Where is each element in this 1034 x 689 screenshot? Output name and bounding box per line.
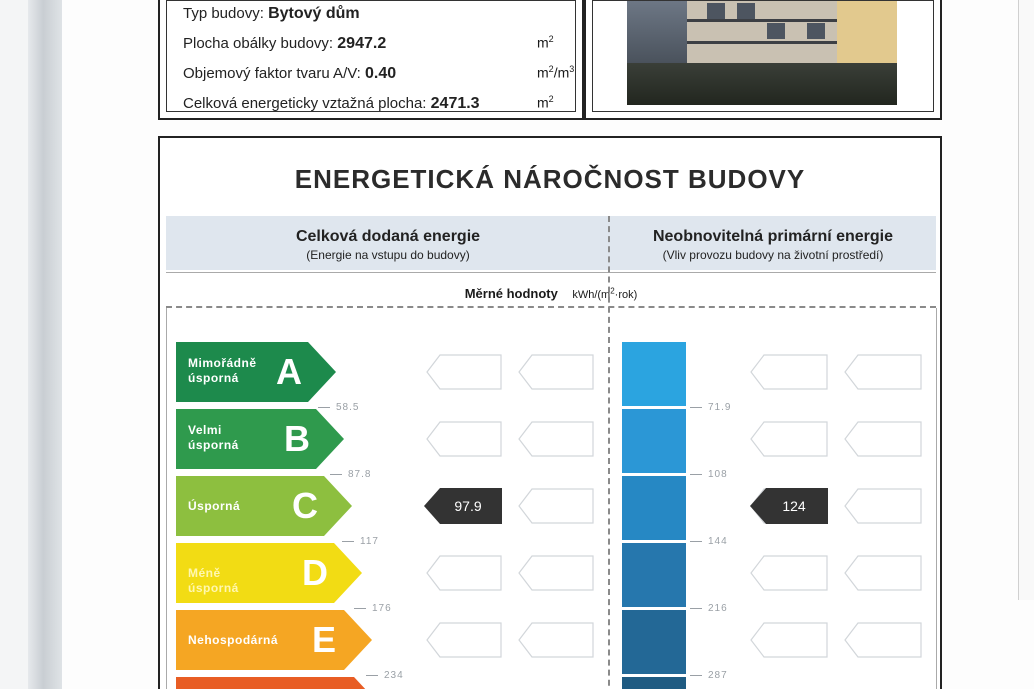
building-type-value: Bytový dům <box>268 5 360 22</box>
class-letter: A <box>276 351 302 392</box>
envelope-value: 2947.2 <box>337 35 387 52</box>
column-separator <box>608 216 610 689</box>
specific-values-row <box>166 272 936 308</box>
specific-values-label: Měrné hodnoty <box>464 286 558 301</box>
energy-performance-panel <box>158 136 942 689</box>
scan-shadow <box>28 0 62 689</box>
class-name: Mimořádně úsporná <box>188 356 257 385</box>
primary-energy-subtitle: (Vliv provozu budovy na životní prostředí) <box>662 248 884 262</box>
primary-energy-bar-segment <box>622 342 686 406</box>
primary-energy-marker-value: 124 <box>782 498 806 514</box>
primary-energy-bar-segment <box>622 409 686 473</box>
empty-marker-slot <box>750 354 828 390</box>
envelope-row <box>183 35 386 53</box>
class-letter: B <box>284 418 310 459</box>
envelope-label: Plocha obálky budovy: <box>183 35 334 52</box>
building-info-inner <box>166 0 576 112</box>
building-photo <box>627 1 897 105</box>
specific-values-unit: kWh/(m2·rok) <box>572 286 638 301</box>
empty-marker-slot <box>750 622 828 658</box>
empty-marker-slot <box>844 488 922 524</box>
empty-marker-slot <box>844 622 922 658</box>
primary-energy-bar-segment <box>622 610 686 674</box>
primary-energy-marker <box>750 488 828 524</box>
class-letter: D <box>302 552 328 593</box>
building-info-box <box>158 0 584 120</box>
area-unit: $m^2$ <box>537 94 554 111</box>
primary-energy-header <box>610 216 936 270</box>
class-arrow-tip <box>316 409 344 469</box>
shape-unit: $m^2/m^3$ <box>537 64 575 81</box>
empty-marker-slot <box>518 488 594 524</box>
primary-energy-threshold: 216 <box>690 603 728 614</box>
class-letter: C <box>292 485 318 526</box>
area-label: Celková energeticky vztažná plocha: <box>183 95 427 112</box>
empty-marker-slot <box>426 622 502 658</box>
primary-energy-threshold: 287 <box>690 670 728 681</box>
area-row <box>183 95 480 113</box>
class-name: Méně úsporná <box>188 566 239 595</box>
delivered-energy-subtitle: (Energie na vstupu do budovy) <box>306 248 470 262</box>
area-value: 2471.3 <box>430 95 480 112</box>
building-type-row <box>183 5 360 23</box>
class-arrow-tip <box>344 610 372 670</box>
page-edge <box>1018 0 1034 600</box>
empty-marker-slot <box>426 555 502 591</box>
delivered-energy-marker-value: 97.9 <box>454 498 482 514</box>
class-arrow-body <box>176 677 354 689</box>
shape-label: Objemový faktor tvaru A/V: <box>183 65 361 82</box>
empty-marker-slot <box>844 354 922 390</box>
shape-value: 0.40 <box>365 65 397 82</box>
delivered-energy-threshold: 234 <box>366 670 404 681</box>
empty-marker-slot <box>750 421 828 457</box>
class-arrow-tip <box>324 476 352 536</box>
class-letter: E <box>312 619 337 660</box>
primary-energy-bar-segment <box>622 476 686 540</box>
panel-title: ENERGETICKÁ NÁROČNOST BUDOVY <box>294 164 806 194</box>
primary-energy-bar-segment <box>622 677 686 689</box>
empty-marker-slot <box>426 421 502 457</box>
delivered-energy-title: Celková dodaná energie <box>295 228 481 245</box>
primary-energy-bar-segment <box>622 543 686 607</box>
class-arrow-tip <box>334 543 362 603</box>
shape-row <box>183 65 396 83</box>
empty-marker-slot <box>844 555 922 591</box>
primary-energy-threshold: 108 <box>690 469 728 480</box>
delivered-energy-header <box>166 216 610 270</box>
primary-energy-title: Neobnovitelná primární energie <box>652 228 894 245</box>
delivered-energy-threshold: 176 <box>354 603 392 614</box>
empty-marker-slot <box>518 421 594 457</box>
class-arrow-tip <box>308 342 336 402</box>
class-name: Nehospodárná <box>188 633 279 647</box>
class-name: Velmi úsporná <box>188 423 239 452</box>
empty-marker-slot <box>518 555 594 591</box>
building-photo-frame <box>592 0 934 112</box>
envelope-unit: $m^2$ <box>537 34 554 51</box>
empty-marker-slot <box>844 421 922 457</box>
delivered-energy-threshold: 117 <box>342 536 379 547</box>
building-photo-box <box>584 0 942 120</box>
empty-marker-slot <box>426 354 502 390</box>
primary-energy-threshold: 71.9 <box>690 402 731 413</box>
scan-margin <box>0 0 28 689</box>
class-name: Úsporná <box>188 499 241 513</box>
delivered-energy-threshold: 58.5 <box>318 402 359 413</box>
empty-marker-slot <box>750 555 828 591</box>
empty-marker-slot <box>518 354 594 390</box>
delivered-energy-threshold: 87.8 <box>330 469 371 480</box>
delivered-energy-marker <box>424 488 502 524</box>
building-type-label: Typ budovy: <box>183 5 264 22</box>
primary-energy-threshold: 144 <box>690 536 728 547</box>
empty-marker-slot <box>518 622 594 658</box>
